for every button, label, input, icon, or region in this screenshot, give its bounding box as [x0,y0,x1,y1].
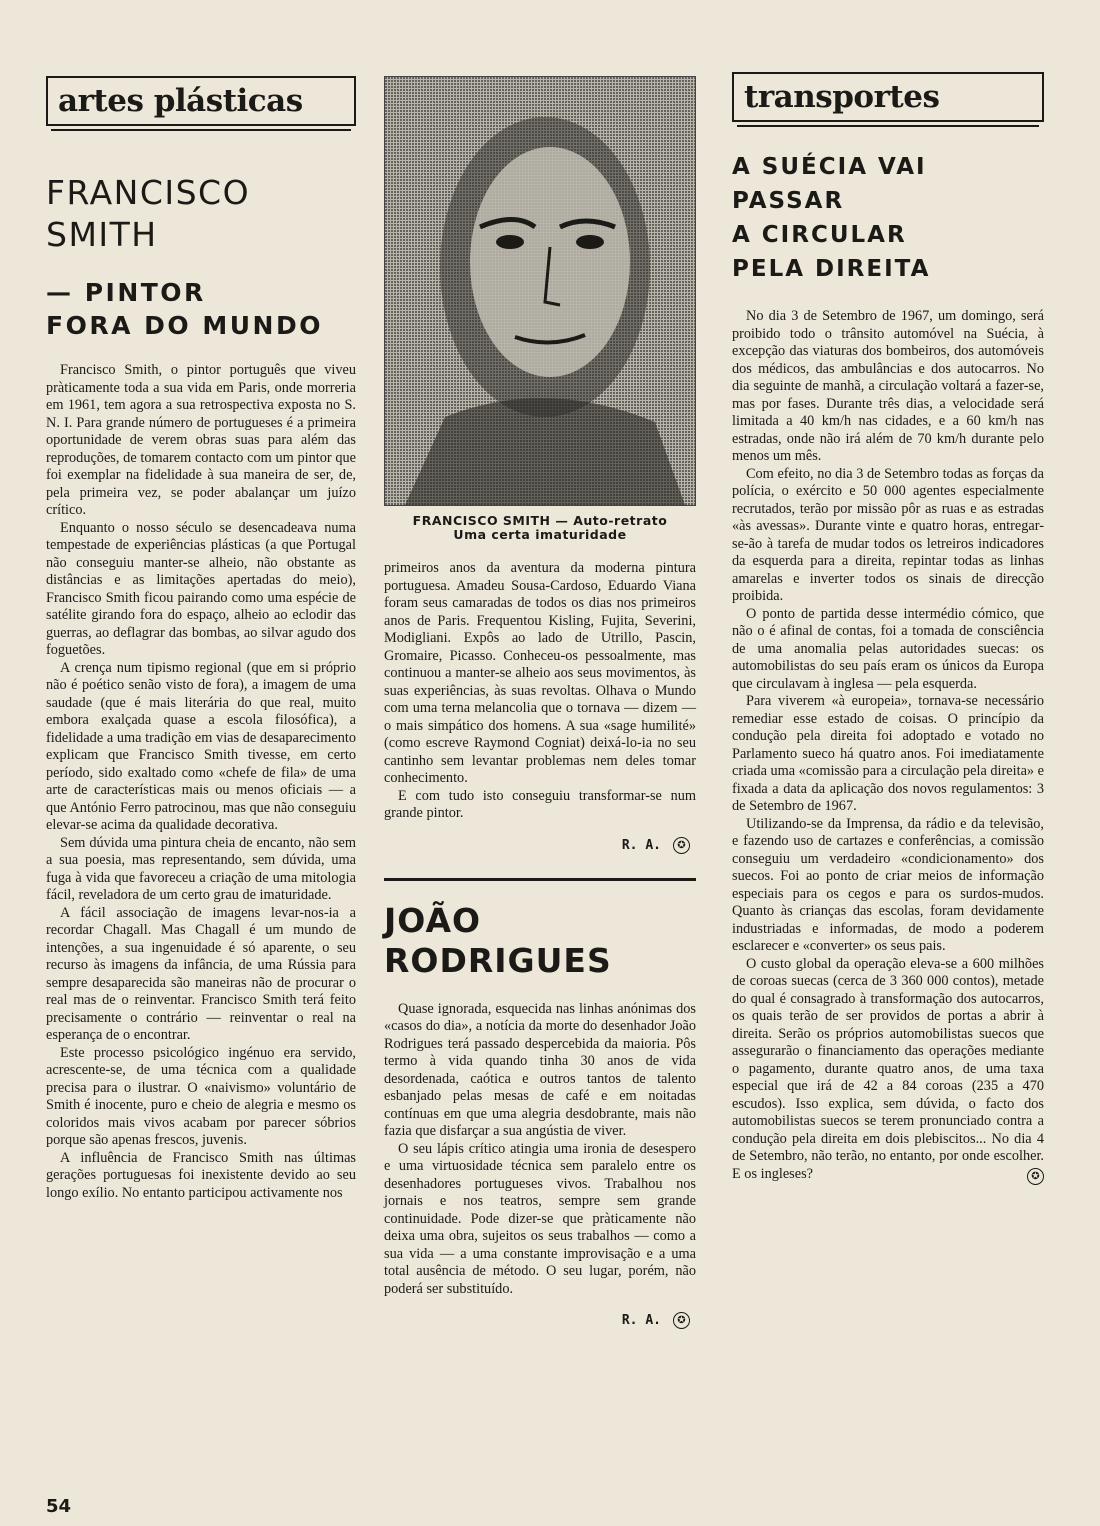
page-number: 54 [46,1496,72,1517]
paragraph: Este processo psicológico ingénuo era servido, acrescente-se, de uma técnica com a qualidade precisa para o ilustrar. O «naivismo» voluntário de Smith é inocente, puro e cheio de alegria e mesmo os coloridos mais vivos acabam por parecer sóbrios porque são apenas frescos, juvenis. [46,1044,356,1148]
author-signature [384,1312,696,1329]
paragraph: primeiros anos da aventura da moderna pintura portuguesa. Amadeu Sousa-Cardoso, Eduardo Viana foram seus camaradas de todos os dias nos primeiros anos de Paris. Frequentou Kisling, Fujita, Severini, Modigliani. Expôs ao lado de Utrillo, Pascin, Gromaire, Picasso. Conheceu-os pessoalmente, mas continuou a manter-se alheio aos seus movimentos, às suas experiências, às suas revoltas. Olhava o Mundo com uma terna melancolia que o tornava — dizem — o mais simpático dos homens. A sua «sage humilité» (como escreve Raymond Cogniat) deixá-lo-ia no seu cantinho sem levantar problemas nem deles tomar conhecimento. [384,560,696,786]
caption-line: FRANCISCO SMITH — Auto-retrato [412,513,668,528]
section-header-artes-plasticas [46,76,356,126]
self-portrait-photo [384,76,696,506]
paragraph: O ponto de partida desse intermédio cómico, que não o é afinal de contas, foi a tomada de consciência de uma anomalia pelas autoridades suecas: os automobilistas do seu país eram os únicos da Europa que circulavam à inglesa — pela esquerda. [732,605,1044,692]
article-title-joao-rodrigues: JOÃO RODRIGUES [384,900,612,980]
paragraph: Enquanto o nosso século se desencadeava numa tempestade de experiências plásticas (a que Portugal não conseguiu manter-se alheio, não obstante as distâncias e as limitações apertadas do meio), Francisco Smith ficou pairando como uma espécie de satélite girando fora do espaço, alheio ao eclodir das guerras, ao deflagrar das bombas, ao silvar agudo dos foguetões. [46,519,356,658]
portrait-illustration [385,77,695,505]
paragraph: Sem dúvida uma pintura cheia de encanto, não sem a sua poesia, mas representando, sem dúvida, uma fuga à vida que favoreceu a criação de uma mitologia fácil, reveladora de um certo grau de imaturidade. [46,834,356,903]
article-body [732,308,1044,1183]
caption-line: Uma certa imaturidade [453,527,627,542]
article-subtitle [46,276,356,342]
end-mark-icon: ✪ [673,837,690,854]
article-title [46,172,356,256]
paragraph: Quase ignorada, esquecida nas linhas anónimas dos «casos do dia», a notícia da morte do desenhador João Rodrigues terá passado despercebida da maioria. Pôs termo à vida quando tinha 30 anos de vida desordenada, caótica e outros tantos de talento esbanjado pelas mesas de café e em noitadas contínuas em que uma alegria desdobrante, mais não fazia que disfarçar a sua angústia de viver. [384,1000,696,1139]
signature-text: R. A. [621,1313,661,1328]
article-body [384,1001,696,1299]
title-line: A SUÉCIA VAI PASSAR [732,154,927,214]
paragraph: Com efeito, no dia 3 de Setembro todas as forças da polícia, o exército e 50 000 agentes especialmente recrutados, terão por missão pôr as ruas e as estradas «às avessas». Durante vinte e quatro horas, entregar-se-ão à tarefa de mudar todos os letreiros indicadores da esquerda para a direita, repintar todas as linhas amarelas e inverter todos os sinais de direcção proibida. [732,465,1044,604]
subtitle-line: FORA DO MUNDO [46,311,323,340]
paragraph: Utilizando-se da Imprensa, da rádio e da televisão, e fazendo uso de cartazes e conferências, a comissão conseguiu um verdadeiro «condicionamento» dos suecos. Foi ao ponto de criar meios de informação especiais para os cegos e para os surdos-mudos. Quanto às crianças das escolas, foram devidamente industriadas e informadas, de modo a poderem esclarecer e «converter» os seus pais. [732,815,1044,954]
article-body [384,560,696,823]
paragraph: A crença num tipismo regional (que em si próprio não é poético senão visto de fora), a imagem de uma saudade (que é mais literária do que real, muito embora exalçada quase a escola filosófica), a fidelidade a uma tradição em vias de desaparecimento explicam que Francisco Smith tivesse, em certo período, sido exaltado como «chefe de fila» de uma arte de características mais ou menos oficiais — a que António Ferro patrocinou, mas que não conseguiu elevar-se acima da qualidade decorativa. [46,659,356,833]
end-mark-icon: ✪ [1027,1168,1044,1185]
paragraph: No dia 3 de Setembro de 1967, um domingo, será proibido todo o trânsito automóvel na Suécia, à excepção das viaturas dos bombeiros, dos automóveis dos médicos, das ambulâncias e dos autocarros. No dia seguinte de manhã, a circulação voltará a fazer-se, mas por fases. Durante três dias, a velocidade será limitada a 40 km/h nas cidades, e a 60 km/h nas estradas, onde não irá além de 70 km/h durante pelo menos um mês. [732,308,1044,464]
divider [384,878,696,881]
article-transportes [732,72,1044,1185]
section-label: transportes [744,78,940,115]
section-label: artes plásticas [58,82,303,119]
paragraph: Para viverem «à europeia», tornava-se necessário remediar esse estado de coisas. O princípio da condução pela direita foi adoptado e votado no Parlamento sueco há quatro anos. Foi imediatamente criada uma «comissão para a circulação pela direita» e fixada a data da aplicação dos novos regulamentos: 3 de Setembro de 1967. [732,693,1044,814]
end-mark-icon: ✪ [673,1312,690,1329]
paragraph: E com tudo isto conseguiu transformar-se num grande pintor. [384,787,696,821]
paragraph: Francisco Smith, o pintor português que viveu pràticamente toda a sua vida em Paris, onde morreria em 1961, tem agora a sua retrospectiva exposta no S. N. I. Para grande número de portugueses é a primeira oportunidade de verem obras suas para além das reproduções, de tomarem contacto com um pintor que foi exemplar na fidelidade à sua maneira de ser, de, pela primeira vez, se poder abalançar um juízo crítico. [46,362,356,518]
title-line: PELA DIREITA [732,256,931,282]
paragraph: A fácil associação de imagens levar-nos-ia a recordar Chagall. Mas Chagall é um mundo de intenções, a sua ingenuidade é só aparente, o seu recurso às imagens da infância, de uma Rússia para sempre desaparecida são maneiras não de procurar o real mas de o reinventar. Francisco Smith terá feito precisamente o contrário — reinventar o real na esperança de o encontrar. [46,904,356,1043]
title-line: FRANCISCO [46,173,251,212]
paragraph: O custo global da operação eleva-se a 600 milhões de coroas suecas (cerca de 3 360 000 contos), metade do qual é consagrado à transformação dos autocarros, os quais terão de ser providos de portas a abrir à direita. Serão os próprios automobilistas suecos que assegurarão o financiamento das operações mediante o pagamento, durante quatro anos, de uma taxa especial que irá de 42 a 84 coroas (235 a 470 escudos). Isso explica, sem dúvida, o facto dos automobilistas suecos se terem pronunciado contra a condução pela direita em dois plebiscitos... No dia 4 de Setembro, não terão, no entanto, por onde escolher. E os ingleses? [732,955,1044,1182]
signature-text: R. A. [621,837,661,853]
article-artes-plasticas [46,76,356,1202]
article-title [732,150,1044,286]
subtitle-line: — PINTOR [46,278,206,307]
article-body [46,362,356,1202]
title-line: A CIRCULAR [732,222,907,248]
section-header-transportes [732,72,1044,122]
photo-caption [384,514,696,542]
paragraph: A influência de Francisco Smith nas últimas gerações portuguesas foi inexistente devido ao seu longo exílio. No entanto participou activamente nos [46,1149,356,1201]
paragraph: O seu lápis crítico atingia uma ironia de desespero e uma virtuosidade técnica sem paralelo entre os desenhadores portugueses vivos. Trabalhou nos jornais e nos teatros, sempre sem grande continuidade. Pode dizer-se que pràticamente não deixa uma obra, sujeitos os seus trabalhos — como a sua vida — a uma constante improvisação e a uma total ausência de método. O seu lugar, porém, não poderá ser substituído. [384,1140,696,1297]
title-line: SMITH [46,215,158,254]
author-signature [384,837,696,854]
article-continuation [384,76,696,1329]
